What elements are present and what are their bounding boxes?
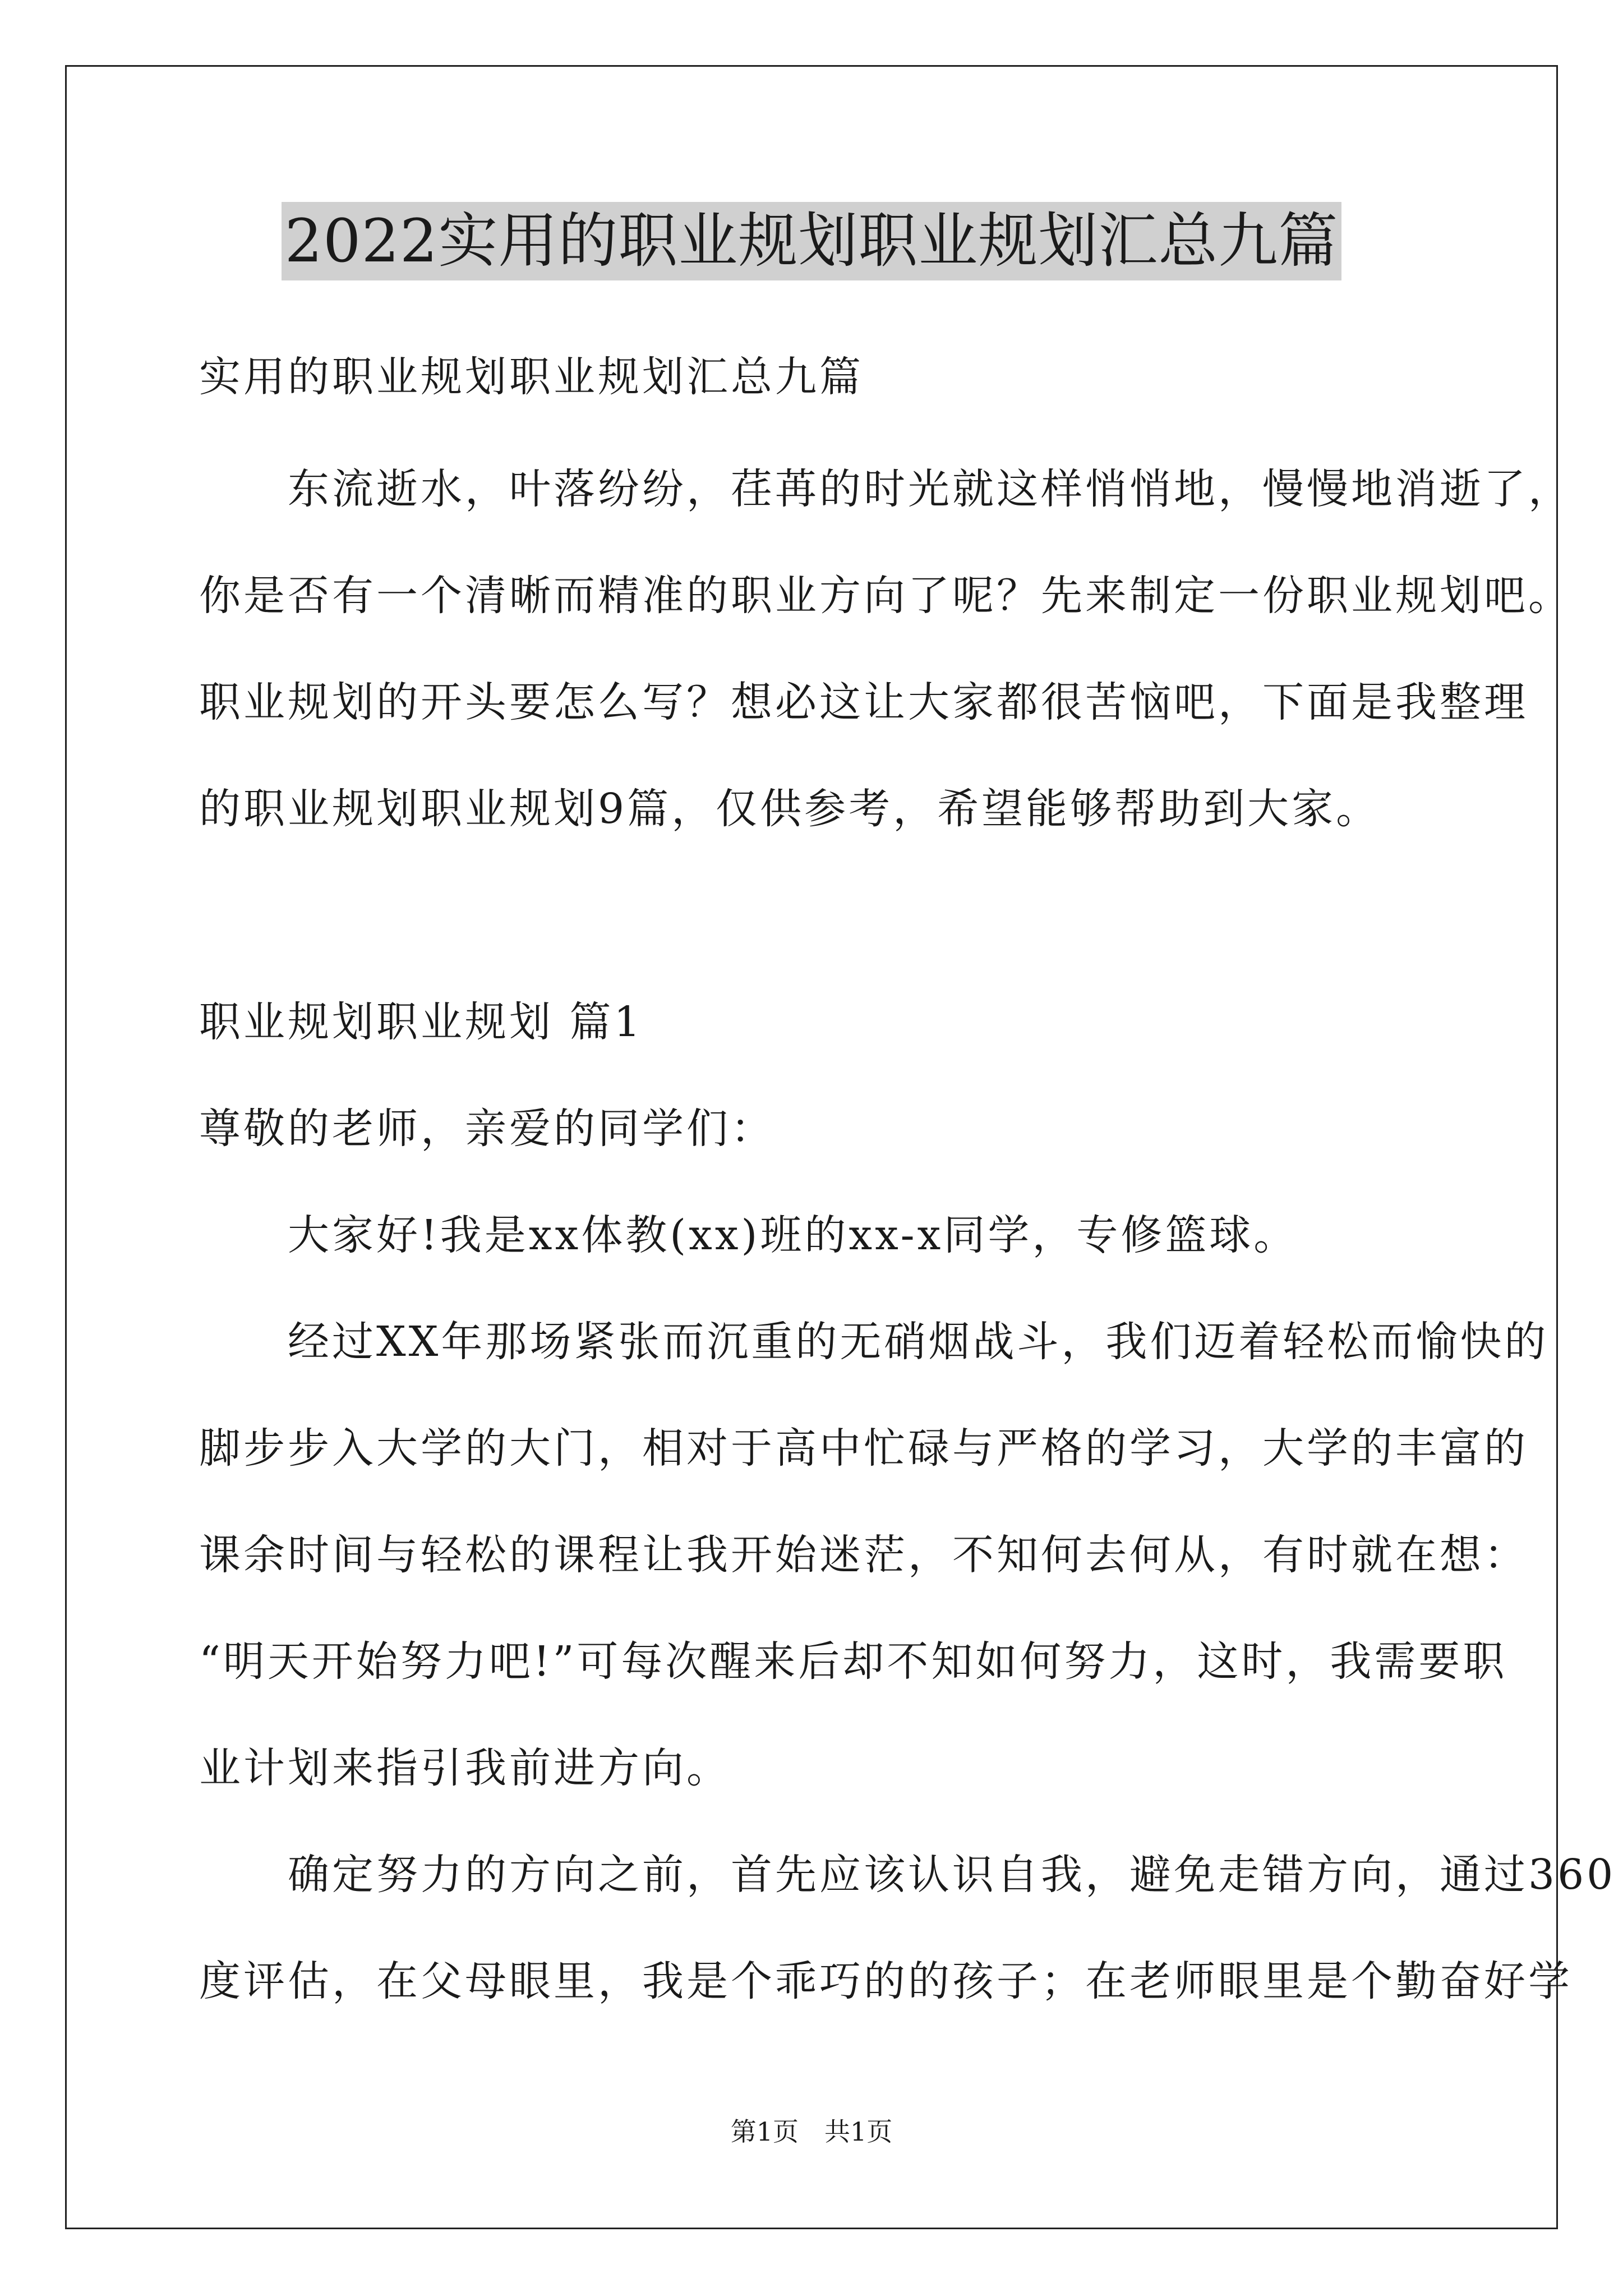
document-subtitle: 实用的职业规划职业规划汇总九篇 [199, 353, 864, 401]
title-container [0, 202, 1623, 280]
body-line-5: “明天开始努力吧!”可每次醒来后却不知如何努力，这时，我需要职 [199, 1637, 1507, 1686]
greeting-line: 尊敬的老师，亲爱的同学们： [199, 1105, 775, 1153]
body-line-8: 度评估，在父母眼里，我是个乖巧的的孩子；在老师眼里是个勤奋好学 [199, 1957, 1573, 2005]
body-line-2: 经过XX年那场紧张而沉重的无硝烟战斗，我们迈着轻松而愉快的 [199, 1318, 1549, 1366]
body-line-7: 确定努力的方向之前，首先应该认识自我，避免走错方向，通过360 [199, 1851, 1616, 1899]
page-footer: 第1页 共1页 [730, 2116, 893, 2147]
body-line-1: 大家好!我是xx体教(xx)班的xx-x同学，专修篮球。 [199, 1211, 1298, 1259]
section-heading: 职业规划职业规划 篇1 [199, 998, 643, 1046]
intro-line-2: 你是否有一个清晰而精准的职业方向了呢？先来制定一份职业规划吧。 [199, 572, 1573, 620]
body-line-6: 业计划来指引我前进方向。 [199, 1744, 731, 1792]
intro-line-3: 职业规划的开头要怎么写？想必这让大家都很苦恼吧，下面是我整理 [199, 678, 1528, 726]
document-title: 2022实用的职业规划职业规划汇总九篇 [282, 202, 1342, 280]
body-line-4: 课余时间与轻松的课程让我开始迷茫，不知何去何从，有时就在想： [199, 1531, 1528, 1579]
body-line-3: 脚步步入大学的大门，相对于高中忙碌与严格的学习，大学的丰富的 [199, 1424, 1528, 1473]
intro-line-1: 东流逝水，叶落纷纷，荏苒的时光就这样悄悄地，慢慢地消逝了， [199, 465, 1573, 513]
intro-line-4: 的职业规划职业规划9篇，仅供参考，希望能够帮助到大家。 [199, 785, 1381, 833]
